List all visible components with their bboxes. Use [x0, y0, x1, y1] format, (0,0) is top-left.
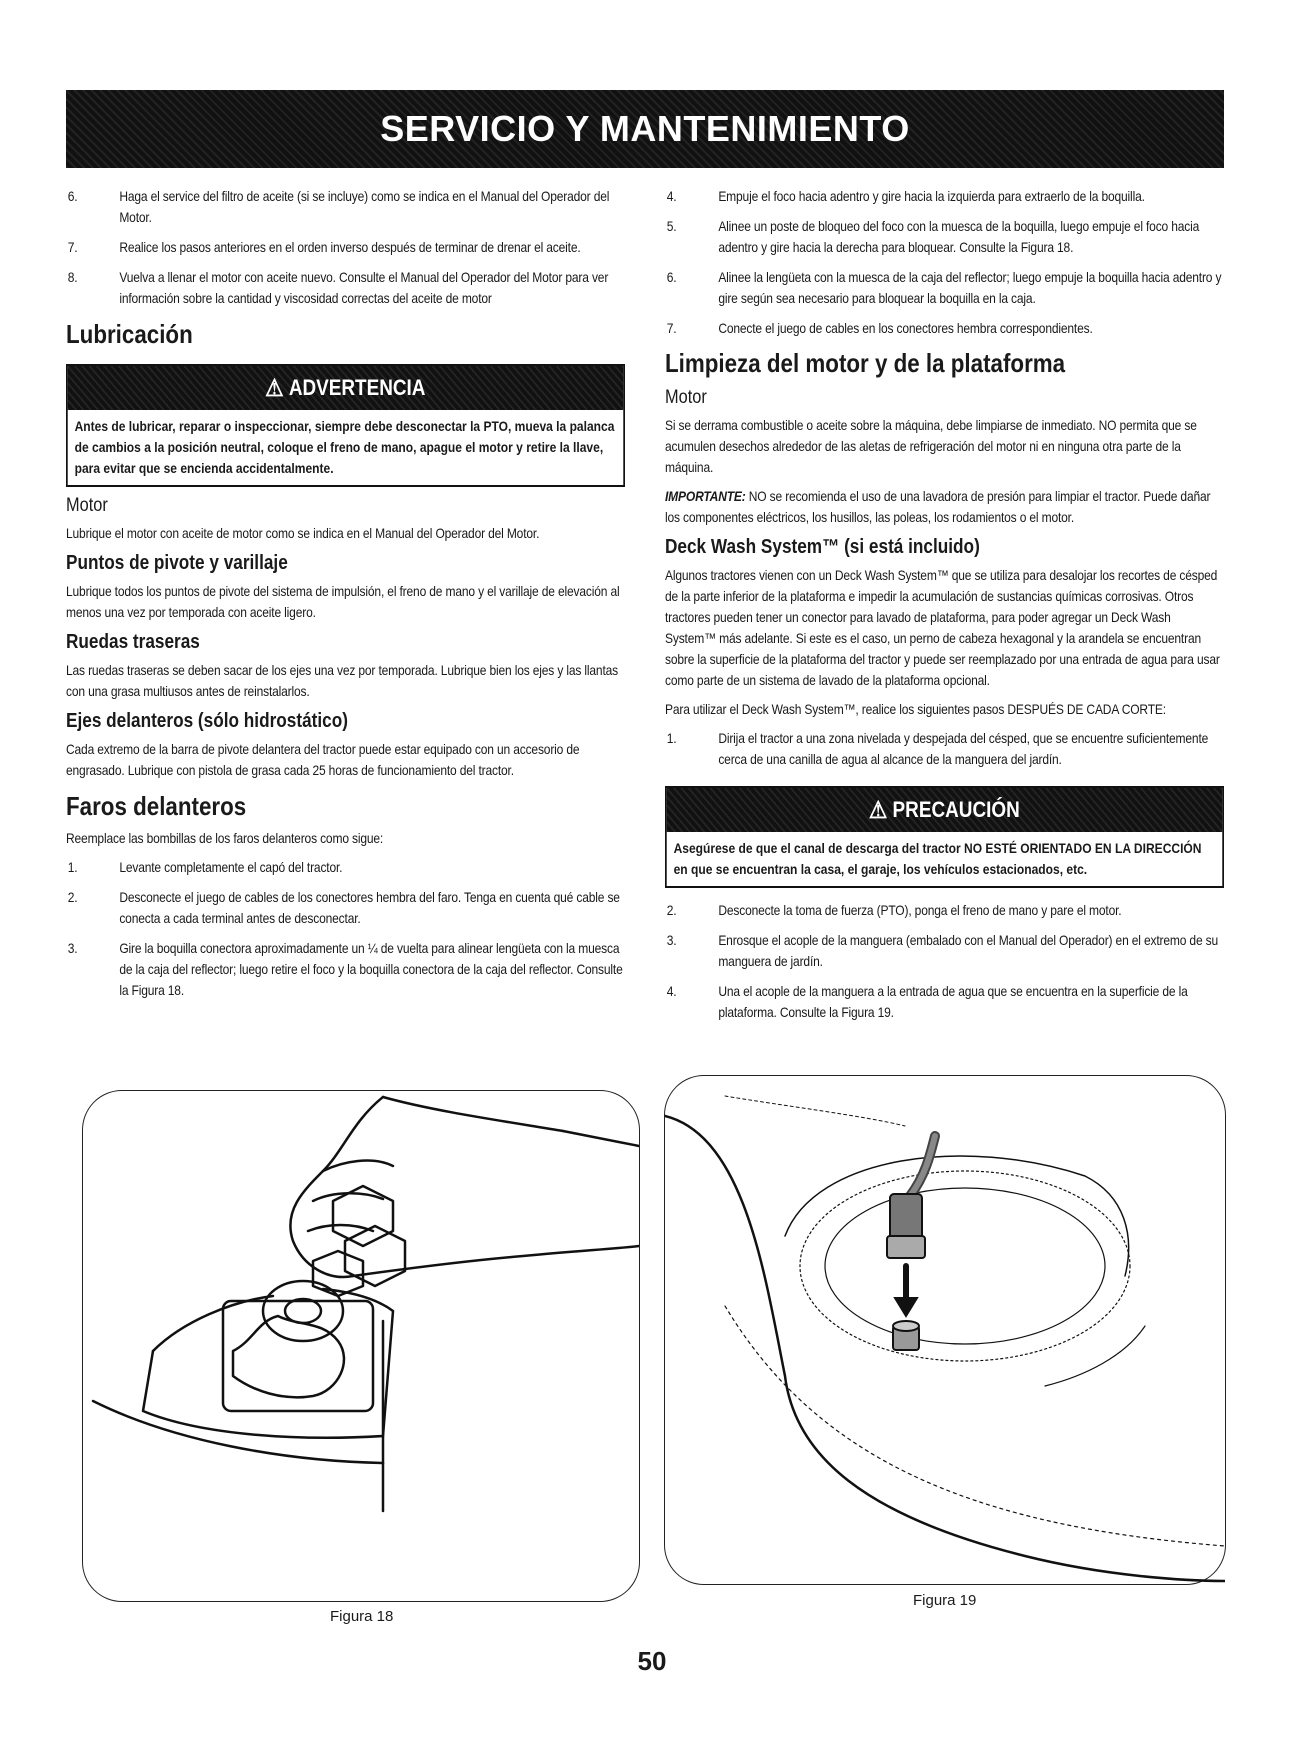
list-item: 3. Enrosque el acople de la manguera (embalado con el Manual del Operador) en el extremo de su manguera de jardín.: [666, 932, 1219, 969]
list-item: 8. Vuelva a llenar el motor con aceite nuevo. Consulte el Manual del Operador del Motor para ver información sobre la cantidad y viscosidad correctas del aceite de motor: [67, 269, 609, 306]
ruedas-heading: Ruedas traseras: [66, 631, 200, 653]
deck-wash-drawing: [665, 1076, 1225, 1584]
headlight-steps-list: [665, 186, 1224, 339]
section-banner: [66, 90, 1224, 168]
left-column: [66, 186, 626, 1010]
list-item: 7. Conecte el juego de cables en los conectores hembra correspondientes.: [666, 320, 1093, 336]
list-item: 2. Desconecte el juego de cables de los conectores hembra del faro. Tenga en cuenta qué cable se conecta a cada terminal antes de desconectar.: [67, 889, 620, 926]
warning-triangle-icon: ⚠: [868, 796, 888, 824]
list-item: 1. Levante completamente el capó del tractor.: [67, 859, 343, 875]
faros-steps-list: [66, 857, 625, 1001]
page-number: 50: [637, 1646, 667, 1676]
caution-text: Asegúrese de que el canal de descarga del tractor NO ESTÉ ORIENTADO EN LA DIRECCIÓN en que se encuentran la casa, el garaje, los vehículos estacionados, etc.: [673, 840, 1202, 877]
limpieza-heading: Limpieza del motor y de la plataforma: [665, 348, 1066, 378]
warning-text: Antes de lubricar, reparar o inspeccionar, siempre debe desconectar la PTO, mueva la palanca de cambios a la posición neutral, coloque el freno de mano, apague el motor y retire la llave, para evitar que se encienda accidentalmente.: [74, 418, 615, 476]
figure-18-caption: Figura 18: [330, 1608, 394, 1625]
list-item: 5. Alinee un poste de bloqueo del foco con la muesca de la boquilla, luego empuje el foco hacia adentro y gire hacia la derecha para bloquear. Consulte la Figura 18.: [666, 218, 1200, 255]
motor-heading: Motor: [665, 387, 707, 408]
list-item: 4. Empuje el foco hacia adentro y gire hacia la izquierda para extraerlo de la boquilla.: [666, 188, 1145, 204]
figure-19-caption: Figura 19: [913, 1592, 977, 1609]
section-title: SERVICIO Y MANTENIMIENTO: [380, 108, 910, 149]
figure-19-illustration: [664, 1075, 1226, 1585]
deck-wash-heading: Deck Wash System™ (si está incluido): [665, 536, 980, 558]
warning-box: [66, 364, 625, 487]
oil-steps-list: [66, 186, 625, 309]
pivote-text: Lubrique todos los puntos de pivote del sistema de impulsión, el freno de mano y el varillaje de elevación al menos una vez por temporada con aceite ligero.: [66, 583, 620, 620]
importante-note: IMPORTANTE: NO se recomienda el uso de una lavadora de presión para limpiar el tractor. Puede dañar los componentes eléctricos, los husillos, las poleas, los rodamientos o el motor.: [665, 488, 1211, 525]
motor-text: Si se derrama combustible o aceite sobre la máquina, debe limpiarse de inmediato. NO permita que se acumulen desechos alrededor de las aletas de refrigeración del motor ni en ninguna otra parte de la máquina.: [665, 417, 1197, 475]
faros-intro: Reemplace las bombillas de los faros delanteros como sigue:: [66, 830, 384, 846]
right-column: [665, 186, 1225, 1032]
list-item: 7. Realice los pasos anteriores en el orden inverso después de terminar de drenar el aceite.: [67, 239, 581, 255]
list-item: 4. Una el acople de la manguera a la entrada de agua que se encuentra en la superficie de la plataforma. Consulte la Figura 19.: [666, 983, 1188, 1020]
caution-box: [665, 786, 1224, 888]
motor-text: Lubrique el motor con aceite de motor como se indica en el Manual del Operador del Motor.: [66, 525, 540, 541]
figure-18-illustration: [82, 1090, 640, 1602]
list-item: 1. Dirija el tractor a una zona nivelada y despejada del césped, que se encuentre suficientemente cerca de una canilla de agua al alcance de la manguera del jardín.: [666, 730, 1209, 767]
faros-heading: Faros delanteros: [66, 791, 247, 821]
deck-step-1-list: [665, 728, 1224, 770]
deck-wash-text: Algunos tractores vienen con un Deck Wash System™ que se utiliza para desalojar los recortes de césped de la parte inferior de la plataforma e impedir la acumulación de sustancias químicas corrosivas. Otros tractores pueden tener un conector para lavado de plataforma, para poder agregar un Deck Wash System™ más adelante. Si este es el caso, un perno de cabeza hexagonal y la arandela se encuentran sobre la superficie de la plataforma del tractor y puede ser reemplazado por una entrada de agua para usar como parte de un sistema de lavado de la plataforma opcional.: [665, 567, 1220, 688]
lubricacion-heading: Lubricación: [66, 319, 193, 349]
importante-label: IMPORTANTE:: [665, 488, 746, 504]
ejes-text: Cada extremo de la barra de pivote delantera del tractor puede estar equipado con un accesorio de engrasado. Lubrique con pistola de grasa cada 25 horas de funcionamiento del tractor.: [66, 741, 580, 778]
list-item: 3. Gire la boquilla conectora aproximadamente un ¼ de vuelta para alinear lengüeta con la muesca de la caja del reflector; luego retire el foco y la boquilla conectora de la caja del reflector. Consulte la Figura 18.: [67, 940, 623, 998]
warning-header: ⚠ ADVERTENCIA: [68, 366, 623, 410]
caution-header: ⚠ PRECAUCIÓN: [667, 788, 1222, 832]
ejes-heading: Ejes delanteros (sólo hidrostático): [66, 710, 348, 732]
deck-wash-intro: Para utilizar el Deck Wash System™, realice los siguientes pasos DESPUÉS DE CADA CORTE:: [665, 701, 1166, 717]
warning-triangle-icon: ⚠: [265, 374, 284, 402]
deck-steps-list: [665, 900, 1224, 1023]
list-item: 6. Haga el service del filtro de aceite (si se incluye) como se indica en el Manual del Operador del Motor.: [67, 188, 610, 225]
list-item: 2. Desconecte la toma de fuerza (PTO), ponga el freno de mano y pare el motor.: [666, 902, 1122, 918]
motor-heading: Motor: [66, 495, 108, 516]
pivote-heading: Puntos de pivote y varillaje: [66, 552, 288, 574]
list-item: 6. Alinee la lengüeta con la muesca de la caja del reflector; luego empuje la boquilla hacia adentro y gire según sea necesario para bloquear la boquilla en la caja.: [666, 269, 1222, 306]
headlight-bulb-drawing: [83, 1091, 639, 1601]
ruedas-text: Las ruedas traseras se deben sacar de los ejes una vez por temporada. Lubrique bien los ejes y las llantas con una grasa multiusos antes de reinstalarlos.: [66, 662, 618, 699]
